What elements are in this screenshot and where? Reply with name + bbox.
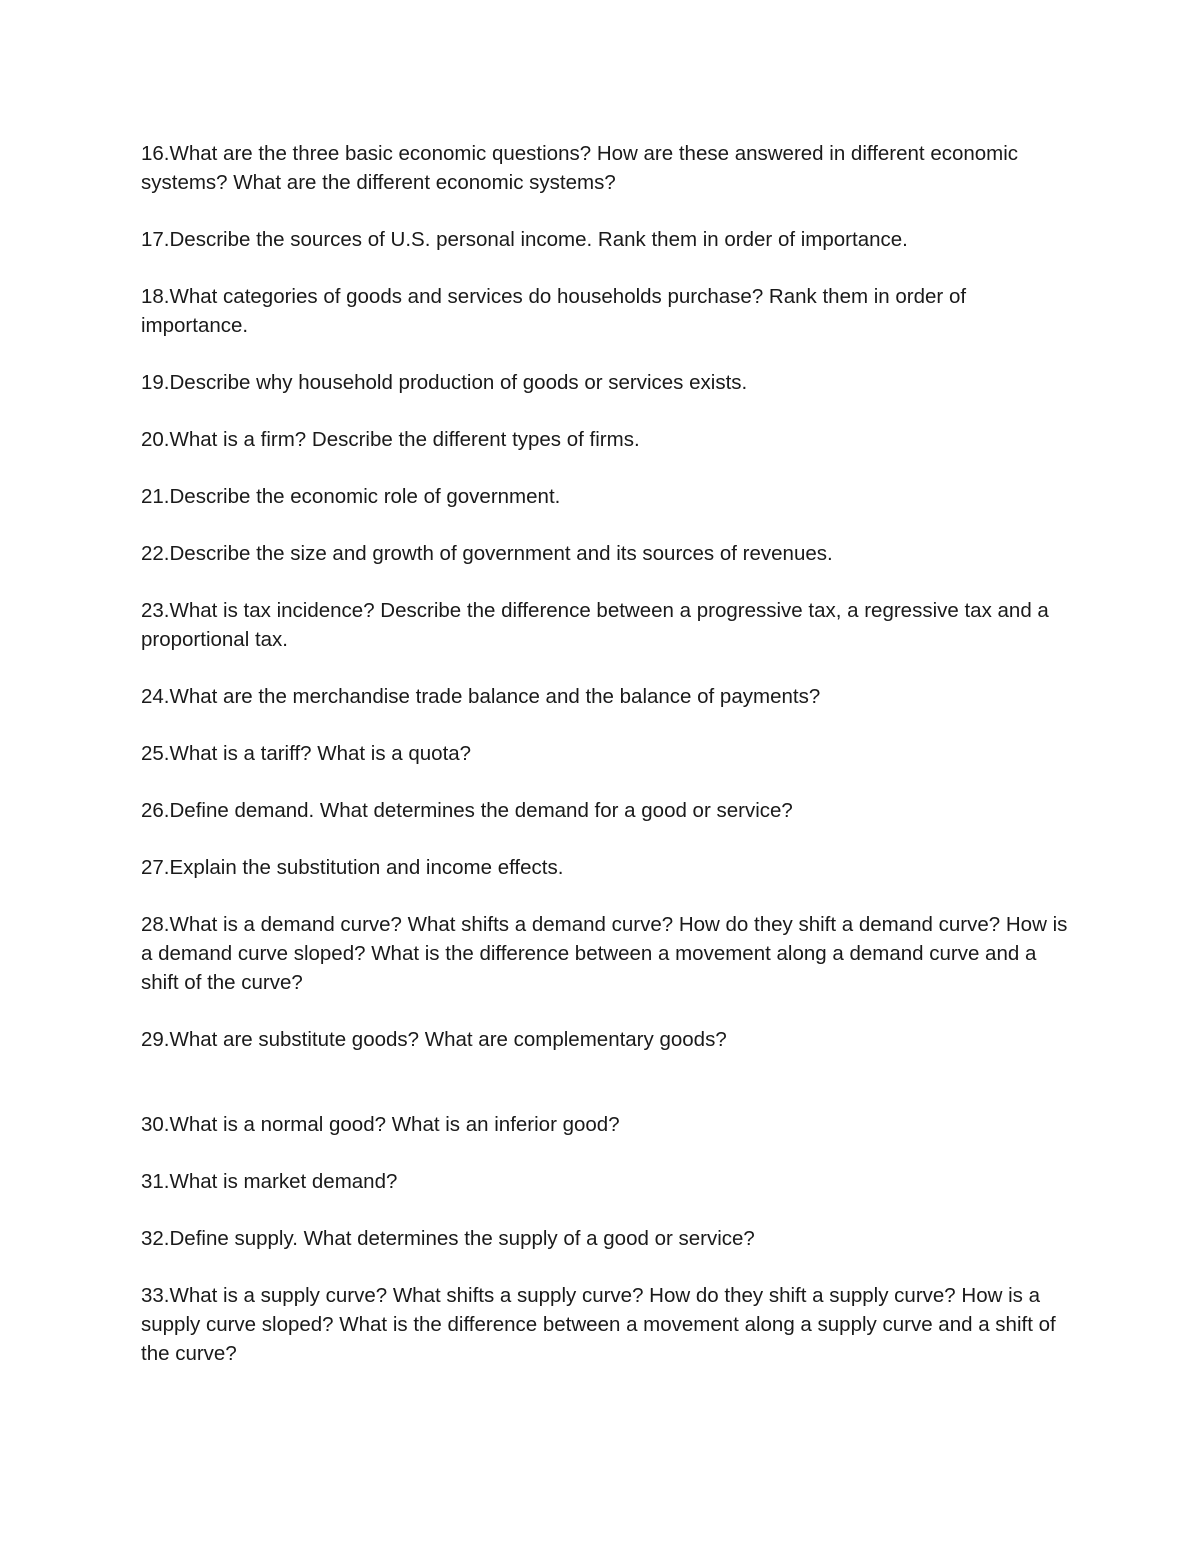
question-text: What categories of goods and services do households purchase? Rank them in order of importance. (141, 285, 967, 337)
question-23 (141, 596, 1071, 654)
question-30 (141, 1110, 1071, 1139)
question-16 (141, 139, 1071, 197)
question-22 (141, 539, 1071, 568)
question-text: What are substitute goods? What are complementary goods? (169, 1028, 727, 1051)
question-24 (141, 682, 1071, 711)
question-number: 19. (141, 371, 170, 394)
question-17 (141, 225, 1071, 254)
question-29 (141, 1025, 1071, 1054)
question-text: What is a supply curve? What shifts a supply curve? How do they shift a supply curve? How is a supply curve sloped? What is the difference between a movement along a supply curve and a shift of the curve? (141, 1284, 1056, 1365)
question-19 (141, 368, 1071, 397)
question-number: 27. (141, 856, 170, 879)
question-number: 20. (141, 428, 170, 451)
question-number: 16. (141, 142, 170, 165)
question-20 (141, 425, 1071, 454)
question-text: What is a firm? Describe the different types of firms. (169, 428, 640, 451)
question-text: Explain the substitution and income effects. (169, 856, 564, 879)
question-number: 28. (141, 913, 170, 936)
question-18 (141, 282, 1071, 340)
question-32 (141, 1224, 1071, 1253)
question-number: 23. (141, 599, 170, 622)
question-26 (141, 796, 1071, 825)
question-number: 24. (141, 685, 170, 708)
question-text: What are the merchandise trade balance and the balance of payments? (169, 685, 821, 708)
question-text: Describe why household production of goods or services exists. (169, 371, 748, 394)
question-text: What is market demand? (169, 1170, 398, 1193)
question-text: Describe the size and growth of government and its sources of revenues. (169, 542, 833, 565)
question-number: 22. (141, 542, 170, 565)
question-text: What is a demand curve? What shifts a demand curve? How do they shift a demand curve? How is a demand curve sloped? What is the difference between a movement along a demand curve and a shift of the curve? (141, 913, 1068, 994)
question-number: 21. (141, 485, 170, 508)
question-25 (141, 739, 1071, 768)
question-number: 33. (141, 1284, 170, 1307)
question-text: What is a normal good? What is an inferior good? (169, 1113, 620, 1136)
question-list (141, 139, 1071, 1396)
question-number: 18. (141, 285, 170, 308)
question-number: 26. (141, 799, 170, 822)
question-31 (141, 1167, 1071, 1196)
question-text: What is a tariff? What is a quota? (169, 742, 472, 765)
question-21 (141, 482, 1071, 511)
question-text: Describe the sources of U.S. personal income. Rank them in order of importance. (169, 228, 908, 251)
question-28 (141, 910, 1071, 997)
question-number: 25. (141, 742, 170, 765)
question-text: Define supply. What determines the supply of a good or service? (169, 1227, 755, 1250)
question-text: Describe the economic role of government. (169, 485, 561, 508)
question-number: 29. (141, 1028, 170, 1051)
question-text: Define demand. What determines the demand for a good or service? (169, 799, 793, 822)
question-number: 31. (141, 1170, 170, 1193)
question-number: 30. (141, 1113, 170, 1136)
question-27 (141, 853, 1071, 882)
question-33 (141, 1281, 1071, 1368)
question-text: What is tax incidence? Describe the difference between a progressive tax, a regressive tax and a proportional tax. (141, 599, 1049, 651)
question-number: 17. (141, 228, 170, 251)
question-text: What are the three basic economic questions? How are these answered in different economic systems? What are the different economic systems? (141, 142, 1019, 194)
question-number: 32. (141, 1227, 170, 1250)
